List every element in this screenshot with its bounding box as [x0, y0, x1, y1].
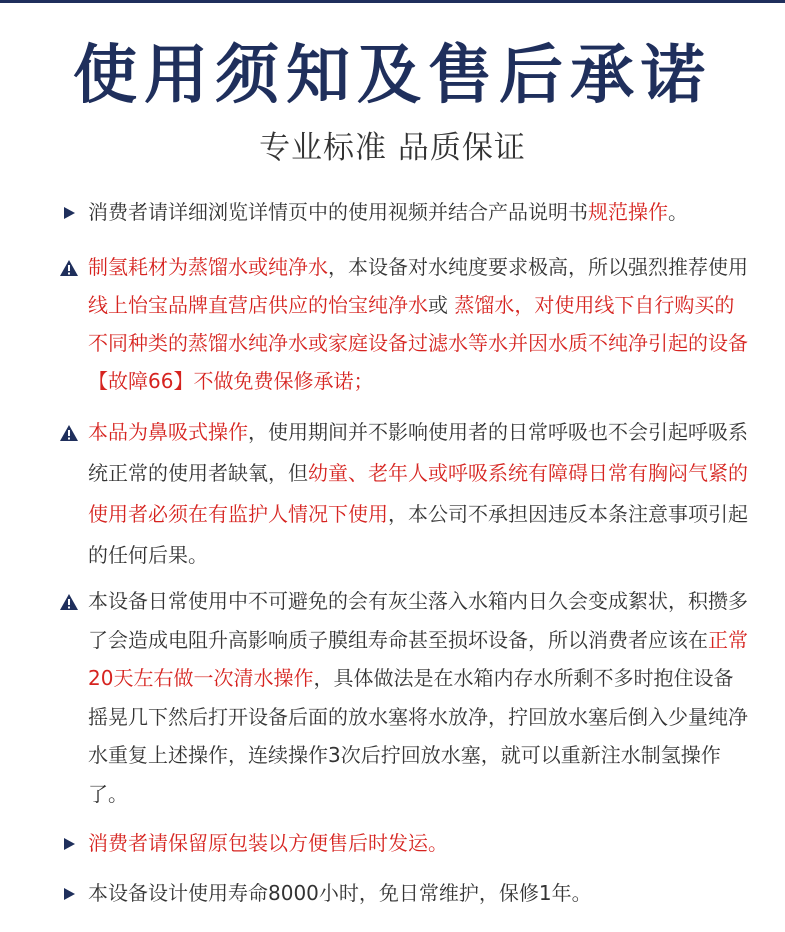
- triangle-play-icon: [58, 833, 80, 855]
- warning-icon: [58, 422, 80, 444]
- notice-item: [58, 821, 748, 865]
- notice-text: ，具体做法是在水箱内存水所剩不多时抱住设备摇晃几下然后打开设备后面的放水塞将水放净，拧回放水塞后倒入少量纯净水重复上述操作，连续操作3次后拧回放水塞，就可以重新注水制氢操作了。: [88, 666, 748, 806]
- notice-list: [58, 190, 748, 915]
- notice-item: [58, 190, 748, 234]
- notice-highlight: 消费者请保留原包装以方便售后时发运。: [88, 831, 448, 855]
- notice-text: ，本设备对水纯度要求极高，所以强烈推荐使用: [328, 255, 748, 279]
- notice-text: 本设备设计使用寿命8000小时，免日常维护，保修1年。: [88, 881, 592, 905]
- triangle-play-icon: [58, 202, 80, 224]
- notice-item: [58, 582, 748, 813]
- notice-text: 消费者请详细浏览详情页中的使用视频并结合产品说明书: [88, 200, 588, 224]
- notice-highlight: 线上怡宝品牌直营店供应的怡宝纯净水: [88, 293, 428, 317]
- notice-text: 。: [668, 200, 688, 224]
- notice-text: ，本公司不承担因违反本条注意事项引起的任何后果。: [88, 502, 748, 567]
- triangle-play-icon: [58, 883, 80, 905]
- notice-text: ，使用期间并不影响使用者的日常呼吸也不会引起呼吸系统正常的使用者缺氧，但: [88, 420, 748, 485]
- notice-highlight: 规范操作: [588, 200, 668, 224]
- notice-highlight: 本品为鼻吸式操作: [88, 420, 248, 444]
- notice-item: [58, 412, 748, 576]
- warning-icon: [58, 591, 80, 613]
- notice-highlight: 制氢耗材为蒸馏水或纯净水: [88, 255, 328, 279]
- notice-text: 或: [428, 293, 455, 317]
- notice-highlight: 正常20天左右做一次清水操作: [88, 627, 748, 690]
- page-title: 使用须知及售后承诺: [73, 39, 712, 113]
- warning-icon: [58, 257, 80, 279]
- notice-highlight: 幼童、老年人或呼吸系统有障碍日常有胸闷气紧的使用者必须在有监护人情况下使用: [88, 461, 748, 526]
- notice-item: [58, 871, 748, 915]
- top-divider: [0, 0, 785, 3]
- notice-text: 本设备日常使用中不可避免的会有灰尘落入水箱内日久会变成絮状，积攒多了会造成电阻升高影响质子膜组寿命甚至损坏设备，所以消费者应该在: [88, 589, 748, 652]
- page-subtitle: 专业标准 品质保证: [259, 130, 526, 166]
- notice-highlight: 蒸馏水，对使用线下自行购买的不同种类的蒸馏水纯净水或家庭设备过滤水等水并因水质不纯净引起的设备【故障66】不做免费保修承诺；: [88, 293, 748, 393]
- notice-item: [58, 248, 748, 400]
